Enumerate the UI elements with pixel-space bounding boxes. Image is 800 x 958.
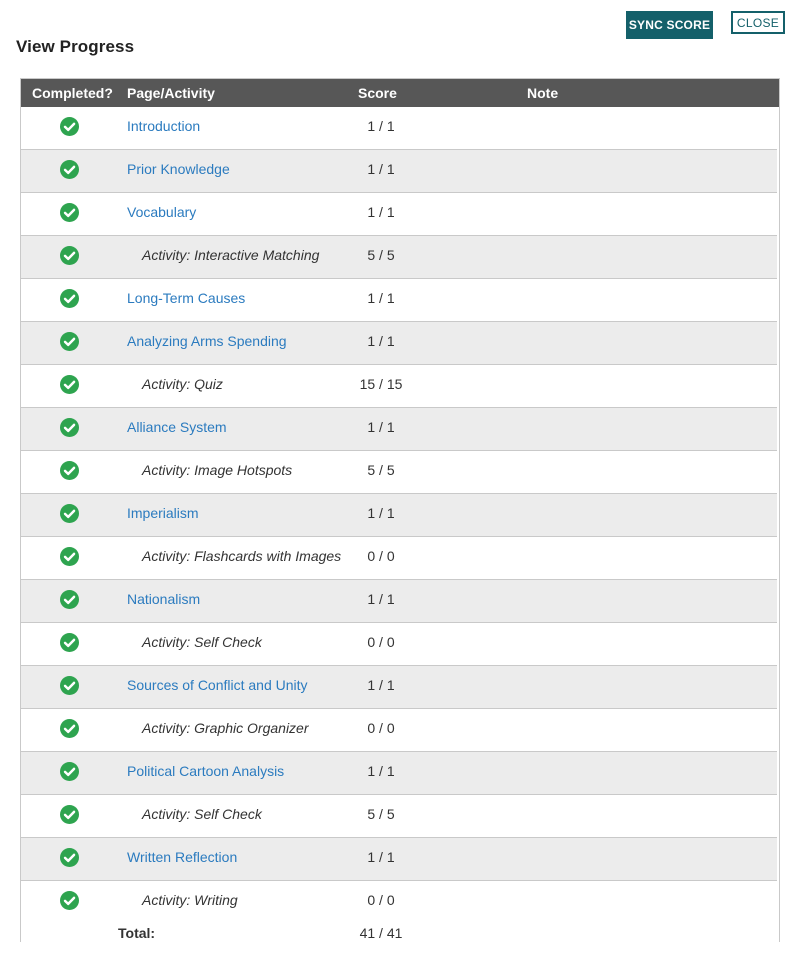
score-value: 1 / 1 — [367, 204, 395, 220]
column-header-completed: Completed? — [32, 85, 113, 101]
table-row-activity — [21, 236, 777, 279]
check-circle-icon — [60, 848, 79, 867]
table-row-page — [21, 752, 777, 795]
activity-label: Activity: Self Check — [142, 806, 262, 822]
page-link[interactable]: Vocabulary — [127, 204, 197, 220]
check-circle-icon — [60, 461, 79, 480]
check-circle-icon — [60, 203, 79, 222]
score-value: 1 / 1 — [367, 333, 395, 349]
check-circle-icon — [60, 590, 79, 609]
score-value: 1 / 1 — [367, 419, 395, 435]
total-row — [21, 923, 779, 943]
table-row-activity — [21, 881, 777, 923]
page-title: View Progress — [16, 37, 135, 56]
total-label: Total: — [118, 925, 156, 941]
check-circle-icon — [60, 805, 79, 824]
page-link[interactable]: Nationalism — [127, 591, 201, 607]
page-link[interactable]: Prior Knowledge — [127, 161, 230, 177]
table-row-page — [21, 838, 777, 881]
table-row-page — [21, 279, 777, 322]
page-link[interactable]: Introduction — [127, 118, 201, 134]
score-value: 0 / 0 — [367, 720, 395, 736]
check-circle-icon — [60, 891, 79, 910]
table-row-page — [21, 322, 777, 365]
score-value: 0 / 0 — [367, 634, 395, 650]
page-link[interactable]: Analyzing Arms Spending — [127, 333, 287, 349]
check-circle-icon — [60, 676, 79, 695]
score-value: 5 / 5 — [367, 462, 395, 478]
activity-label: Activity: Image Hotspots — [142, 462, 293, 478]
score-value: 5 / 5 — [367, 247, 395, 263]
check-circle-icon — [60, 246, 79, 265]
table-row-activity — [21, 451, 777, 494]
table-row-page — [21, 150, 777, 193]
check-circle-icon — [60, 633, 79, 652]
score-value: 1 / 1 — [367, 677, 395, 693]
score-value: 0 / 0 — [367, 892, 395, 908]
table-row-activity — [21, 537, 777, 580]
activity-label: Activity: Flashcards with Images — [142, 548, 342, 564]
activity-label: Activity: Self Check — [142, 634, 262, 650]
column-header-page-activity: Page/Activity — [127, 85, 215, 101]
check-circle-icon — [60, 762, 79, 781]
check-circle-icon — [60, 504, 79, 523]
check-circle-icon — [60, 719, 79, 738]
page-link[interactable]: Political Cartoon Analysis — [127, 763, 285, 779]
check-circle-icon — [60, 160, 79, 179]
table-row-page — [21, 193, 777, 236]
table-row-page — [21, 580, 777, 623]
table-row-page — [21, 494, 777, 537]
score-value: 1 / 1 — [367, 505, 395, 521]
table-header — [21, 79, 779, 107]
table-row-activity — [21, 365, 777, 408]
activity-label: Activity: Quiz — [142, 376, 223, 392]
check-circle-icon — [60, 547, 79, 566]
close-button[interactable]: CLOSE — [731, 11, 785, 34]
page-link[interactable]: Alliance System — [127, 419, 227, 435]
score-value: 15 / 15 — [359, 376, 403, 392]
table-row-page — [21, 666, 777, 709]
score-value: 1 / 1 — [367, 591, 395, 607]
score-value: 1 / 1 — [367, 118, 395, 134]
sync-score-button[interactable]: SYNC SCORE — [626, 11, 713, 39]
check-circle-icon — [60, 418, 79, 437]
score-value: 1 / 1 — [367, 290, 395, 306]
score-value: 1 / 1 — [367, 849, 395, 865]
table-row-activity — [21, 795, 777, 838]
table-body — [21, 107, 779, 923]
check-circle-icon — [60, 375, 79, 394]
page-link[interactable]: Sources of Conflict and Unity — [127, 677, 308, 693]
activity-label: Activity: Writing — [142, 892, 238, 908]
score-value: 0 / 0 — [367, 548, 395, 564]
page-link[interactable]: Written Reflection — [127, 849, 238, 865]
page-link[interactable]: Imperialism — [127, 505, 199, 521]
progress-table — [20, 78, 780, 942]
table-row-activity — [21, 709, 777, 752]
table-row-page — [21, 107, 777, 150]
total-score: 41 / 41 — [359, 925, 403, 941]
score-value: 1 / 1 — [367, 763, 395, 779]
column-header-note: Note — [527, 85, 559, 101]
activity-label: Activity: Interactive Matching — [142, 247, 320, 263]
activity-label: Activity: Graphic Organizer — [142, 720, 309, 736]
table-row-page — [21, 408, 777, 451]
score-value: 1 / 1 — [367, 161, 395, 177]
check-circle-icon — [60, 332, 79, 351]
score-value: 5 / 5 — [367, 806, 395, 822]
table-row-activity — [21, 623, 777, 666]
check-circle-icon — [60, 117, 79, 136]
page-link[interactable]: Long-Term Causes — [127, 290, 246, 306]
column-header-score: Score — [358, 85, 397, 101]
check-circle-icon — [60, 289, 79, 308]
